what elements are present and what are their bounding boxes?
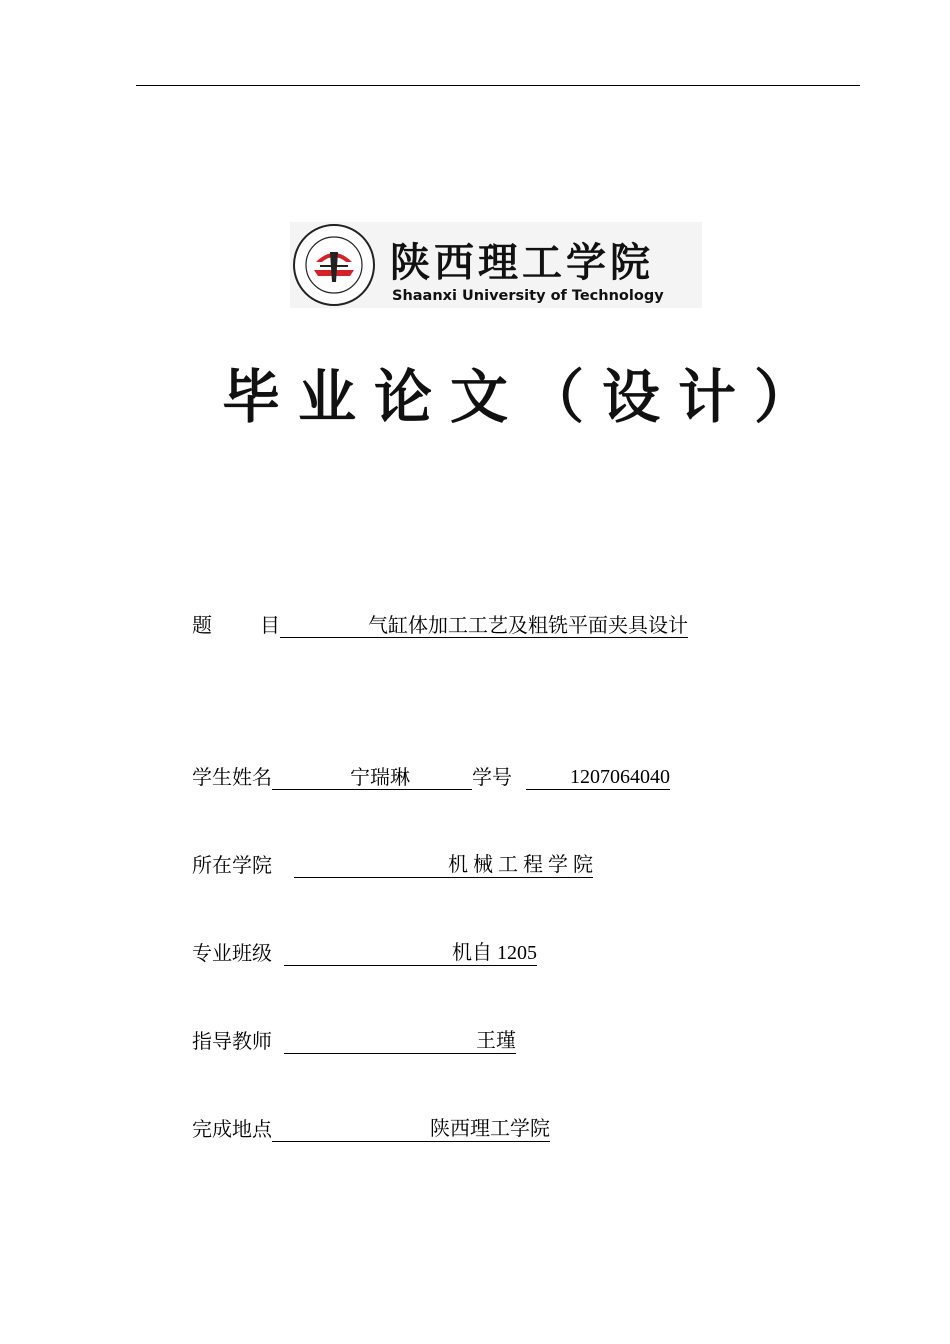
topic-field <box>192 608 688 638</box>
advisor-line <box>284 1029 516 1054</box>
student-name-line <box>272 766 472 790</box>
topic-label: 题目 <box>192 613 328 637</box>
topic-value-line <box>280 613 688 638</box>
advisor-label: 指导教师 <box>192 1029 272 1053</box>
logo-cn-name: 陕西理工学院 <box>390 239 654 286</box>
class-field <box>192 936 537 966</box>
college-field <box>192 848 593 878</box>
location-field <box>192 1112 550 1142</box>
location-line <box>272 1117 550 1142</box>
student-id-label: 学号 <box>472 765 512 789</box>
college-line <box>294 853 593 878</box>
document-title: 毕业论文（设计） <box>222 363 831 431</box>
location-value: 陕西理工学院 <box>430 1118 550 1140</box>
college-label: 所在学院 <box>192 853 272 877</box>
topic-value: 气缸体加工工艺及粗铣平面夹具设计 <box>368 613 688 637</box>
class-value: 机自 1205 <box>452 942 537 964</box>
university-logo <box>290 222 702 308</box>
advisor-field <box>192 1024 516 1054</box>
logo-en-name: Shaanxi University of Technology <box>392 288 664 304</box>
location-label: 完成地点 <box>192 1117 272 1141</box>
student-name-field <box>192 760 670 790</box>
student-id-line <box>526 765 670 790</box>
class-label: 专业班级 <box>192 941 272 965</box>
university-seal-icon <box>294 225 374 305</box>
logo-graphic <box>290 222 702 308</box>
class-line <box>284 941 537 966</box>
student-name-value: 宁瑞琳 <box>350 767 410 789</box>
advisor-value: 王瑾 <box>476 1030 516 1052</box>
student-id-value: 1207064040 <box>570 766 670 788</box>
student-name-label: 学生姓名 <box>192 765 272 789</box>
header-rule <box>136 85 860 86</box>
college-value: 机 械 工 程 学 院 <box>448 854 593 876</box>
